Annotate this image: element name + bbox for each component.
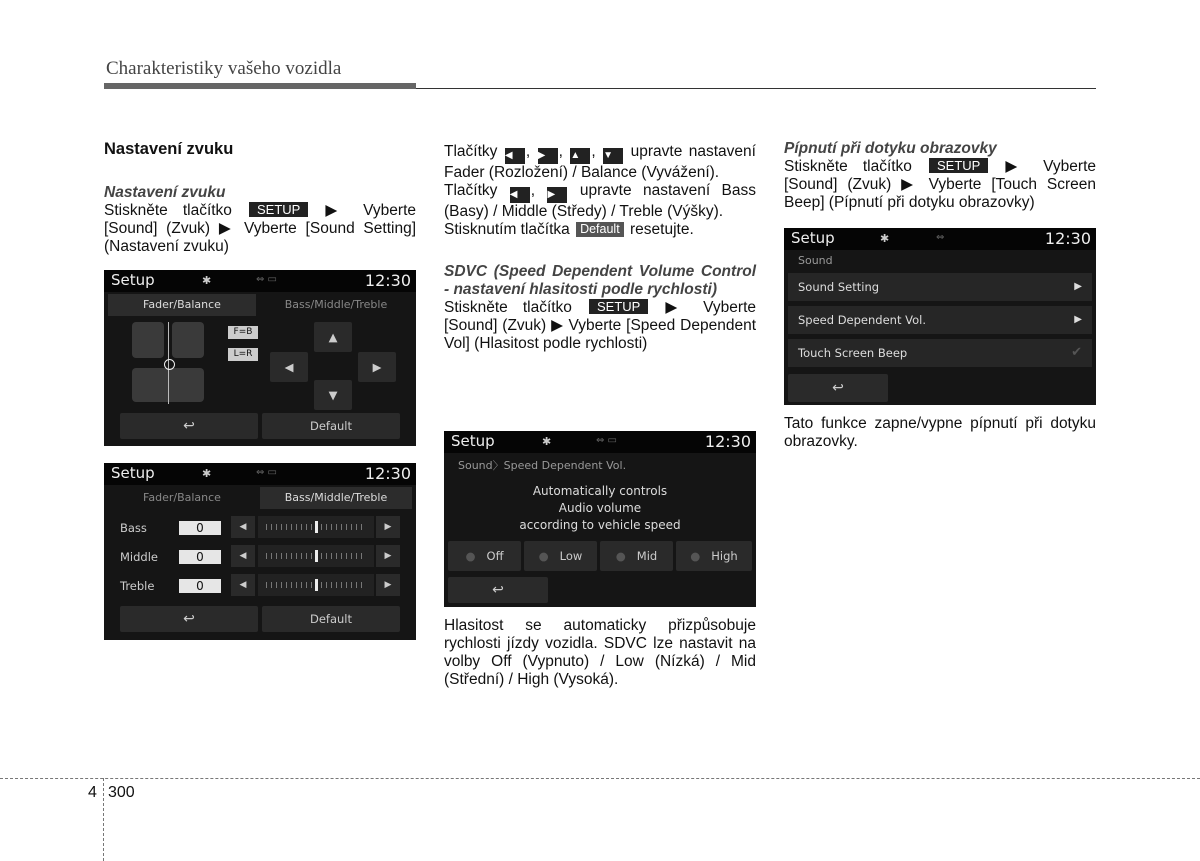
radio-icon: ● [465,549,476,563]
back-button[interactable] [120,413,258,439]
column-2 [444,143,756,353]
balance-point-icon [164,359,175,370]
balance-left-button[interactable] [270,352,308,382]
radio-icon: ● [615,549,626,563]
setup-screen-sound-menu [784,228,1096,405]
checkbox-icon[interactable]: ✔ [1071,345,1082,360]
left-arrow-key-icon: ◀ [505,148,525,164]
arrow-left-icon: ◀ [239,580,247,590]
bluetooth-icon: ✱ [542,435,552,448]
up-arrow-key-icon: ▲ [570,148,590,164]
section-heading: Nastavení zvuku [104,140,234,158]
sdvc-option-mid[interactable]: ● Mid [600,541,673,571]
beep-instruction: Stiskněte tlačítko SETUP ▶ Vyberte [Sound] (Zvuk) ▶ Vyberte [Touch Screen Beep] (Pípnutí při dotyku obrazovky) [784,158,1097,211]
bass-buttons-text: Tlačítky ◀ , ▶ upravte nastavení Bass (Basy) / Middle (Středy) / Treble (Výšky). [444,182,756,220]
arrow-left-icon: ◀ [239,551,247,561]
beep-heading: Pípnutí při dotyku obrazovky [784,140,997,157]
balance-center-button[interactable]: L=R [228,348,258,361]
arrow-right-icon: ▶ [384,522,392,532]
treble-value: 0 [179,579,221,593]
chevron-right-icon: ▶ [1074,314,1082,325]
treble-label: Treble [120,579,155,593]
tab-bass-middle-treble[interactable]: Bass/Middle/Treble [260,487,412,509]
footer-divider [0,778,1200,779]
setup-key-label: SETUP [589,299,648,314]
fader-center-button[interactable]: F=B [228,326,258,339]
default-key-label: Default [576,222,624,237]
bass-increase-button[interactable] [376,516,400,538]
arrow-right-icon: ▶ [384,551,392,561]
down-arrow-key-icon: ▼ [603,148,623,164]
subsection-heading: Nastavení zvuku [104,184,226,201]
default-button[interactable]: Default [262,606,400,632]
column-1 [104,140,416,256]
tab-fader-balance[interactable]: Fader/Balance [143,491,221,504]
instruction-text: Stiskněte tlačítko SETUP ▶ Vyberte [Sound] (Zvuk) ▶ Vyberte [Sound Setting] (Nastavení zvuku) [104,202,417,255]
back-icon: ↩ [183,611,195,627]
treble-decrease-button[interactable] [231,574,255,596]
chevron-right-icon: ▶ [1074,281,1082,292]
header-rule [104,83,416,89]
default-button[interactable]: Default [262,413,400,439]
bluetooth-icon: ✱ [880,232,890,245]
usb-icon: ⇔ ▭ [596,435,618,446]
page-number: 300 [108,784,135,801]
treble-increase-button[interactable] [376,574,400,596]
setup-screen-fader-balance [104,270,416,446]
setup-screen-sdvc [444,431,756,607]
screen-title: Setup [111,464,155,482]
status-bar [104,270,416,292]
breadcrumb: Sound〉Speed Dependent Vol. [458,459,627,472]
sdvc-instruction: Stiskněte tlačítko SETUP ▶ Vyberte [Sound] (Zvuk) ▶ Vyberte [Speed Dependent Vol] (Hlasitost podle rychlosti) [444,299,757,352]
reset-text: Stisknutím tlačítka Default resetujte. [444,221,694,238]
arrow-right-icon: ▶ [384,580,392,590]
menu-item-touch-screen-beep[interactable]: Touch Screen Beep ✔ [788,339,1092,367]
arrow-right-icon: ▶ [372,360,382,374]
bluetooth-icon: ✱ [202,274,212,287]
left-arrow-key-icon: ◀ [510,187,530,203]
usb-icon: ⇔ ▭ [256,274,278,285]
middle-label: Middle [120,550,158,564]
page-header-title: Charakteristiky vašeho vozidla [106,58,342,79]
right-arrow-key-icon: ▶ [547,187,567,203]
clock: 12:30 [364,464,411,483]
middle-slider[interactable] [258,545,374,567]
sdvc-description-block [444,617,756,689]
screen-subtitle: Sound [798,254,833,267]
back-button[interactable] [448,577,548,603]
middle-value: 0 [179,550,221,564]
bass-slider[interactable] [258,516,374,538]
sdvc-description: Hlasitost se automaticky přizpůsobuje rychlosti jízdy vozidla. SDVC lze nastavit na volby Off (Vypnuto) / Low (Nízká) / Mid (Střední) / High (Vysoká). [444,617,756,688]
menu-item-speed-dependent-vol[interactable]: Speed Dependent Vol. ▶ [788,306,1092,334]
arrow-down-icon: ▼ [328,388,338,402]
fader-down-button[interactable] [314,380,352,410]
back-icon: ↩ [492,582,504,598]
setup-screen-bass-middle-treble [104,463,416,640]
sdvc-heading: SDVC (Speed Dependent Volume Control - nastavení hlasitosti podle rychlosti) [444,263,756,298]
sdvc-option-off[interactable]: ● Off [448,541,521,571]
arrow-left-icon: ◀ [239,522,247,532]
sdvc-option-low[interactable]: ● Low [524,541,597,571]
right-arrow-key-icon: ▶ [538,148,558,164]
back-button[interactable] [788,374,888,402]
screen-title: Setup [451,432,495,450]
menu-item-sound-setting[interactable]: Sound Setting ▶ [788,273,1092,301]
screen-title: Setup [111,271,155,289]
clock: 12:30 [364,271,411,290]
beep-description-block [784,415,1096,451]
sdvc-message: Automatically controls Audio volume according to vehicle speed [519,484,681,532]
status-bar [104,463,416,485]
radio-icon: ● [690,549,701,563]
footer-vertical-divider [103,778,104,861]
tab-fader-balance[interactable]: Fader/Balance [108,294,256,316]
middle-increase-button[interactable] [376,545,400,567]
setup-key-label: SETUP [249,202,308,217]
radio-icon: ● [538,549,549,563]
status-bar [444,431,756,453]
sdvc-option-high[interactable]: ● High [676,541,752,571]
bass-value: 0 [179,521,221,535]
arrow-buttons-text: Tlačítky ◀ , ▶ , ▲ , ▼ upravte nastavení Fader (Rozložení) / Balance (Vyvážení). [444,143,756,181]
seat-diagram[interactable] [132,322,206,404]
balance-right-button[interactable] [358,352,396,382]
arrow-up-icon: ▲ [328,330,338,344]
usb-icon: ⇔ [936,232,945,243]
status-bar [784,228,1096,250]
back-icon: ↩ [183,418,195,434]
header-rule-thin [416,88,1096,89]
tab-bass-middle-treble[interactable]: Bass/Middle/Treble [284,298,388,311]
beep-description: Tato funkce zapne/vypne pípnutí při dotyku obrazovky. [784,415,1096,450]
clock: 12:30 [1044,229,1091,248]
treble-slider[interactable] [258,574,374,596]
column-3 [784,140,1096,212]
middle-decrease-button[interactable] [231,545,255,567]
arrow-left-icon: ◀ [284,360,294,374]
usb-icon: ⇔ ▭ [256,467,278,478]
chapter-number: 4 [88,784,97,801]
bass-label: Bass [120,521,147,535]
back-icon: ↩ [832,380,844,396]
clock: 12:30 [704,432,751,451]
bass-decrease-button[interactable] [231,516,255,538]
back-button[interactable] [120,606,258,632]
screen-title: Setup [791,229,835,247]
fader-up-button[interactable] [314,322,352,352]
setup-key-label: SETUP [929,158,988,173]
bluetooth-icon: ✱ [202,467,212,480]
